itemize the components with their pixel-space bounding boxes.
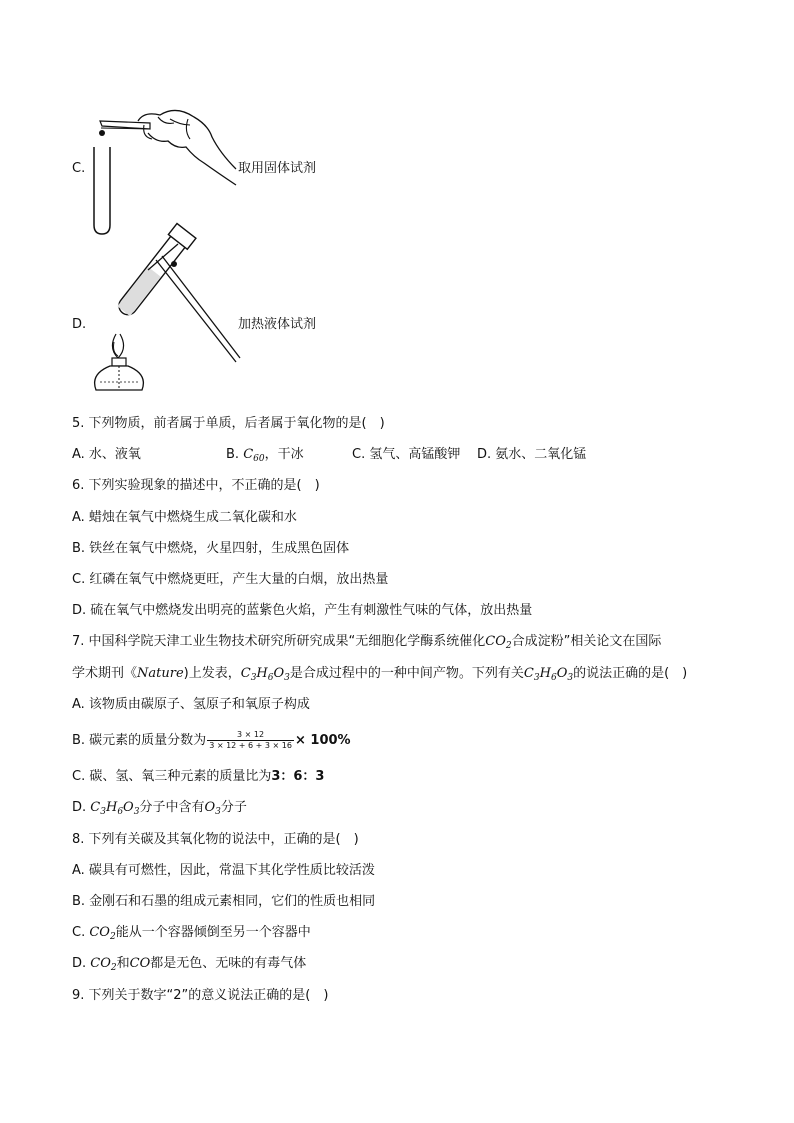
mass-fraction-formula: $\frac{3 \times 12}{3 \times 12 + 6 + 3 \times 16}$ bbox=[209, 730, 292, 750]
q7-stem-line1: 7. 中国科学院天津工业生物技术研究所研究成果“无细胞化学酶系统催化$CO_2$合成淀粉”相关论文在国际 bbox=[72, 634, 662, 651]
q5-stem: 5. 下列物质，前者属于单质，后者属于氧化物的是( ) bbox=[72, 416, 385, 431]
q8-option-a: A. 碳具有可燃性，因此，常温下其化学性质比较活泼 bbox=[72, 863, 375, 878]
q6-option-b: B. 铁丝在氧气中燃烧，火星四射，生成黑色固体 bbox=[72, 541, 350, 556]
q6-option-d: D. 硫在氧气中燃烧发出明亮的蓝紫色火焰，产生有刺激性气味的气体，放出热量 bbox=[72, 603, 533, 618]
q7-option-b: B. 碳元素的质量分数为 $\frac{3 \times 12}{3 \times 12 + 6 + 3 \times 16}$ × 100% bbox=[72, 730, 351, 750]
q6-option-a: A. 蜡烛在氧气中燃烧生成二氧化碳和水 bbox=[72, 510, 297, 525]
q7-option-d: D. $C_3H_6O_3$分子中含有$O_3$分子 bbox=[72, 800, 247, 817]
option-c-caption: 取用固体试剂 bbox=[238, 161, 317, 176]
q6-option-c: C. 红磷在氧气中燃烧更旺，产生大量的白烟，放出热量 bbox=[72, 572, 389, 587]
q7-option-c: C. 碳、氢、氧三种元素的质量比为3：6：3 bbox=[72, 769, 325, 784]
q5-option-a: A. 水、液氧 bbox=[72, 447, 141, 462]
q6-stem: 6. 下列实验现象的描述中，不正确的是( ) bbox=[72, 478, 320, 493]
q8-option-b: B. 金刚石和石墨的组成元素相同，它们的性质也相同 bbox=[72, 894, 376, 909]
heating-test-tube-illustration bbox=[86, 222, 242, 400]
q5-option-d: D. 氨水、二氧化锰 bbox=[477, 447, 587, 462]
q7-stem-line2: 学术期刊《Nature)上发表，$C_3H_6O_3$是合成过程中的一种中间产物。下列有关$C_3H_6O_3$的说法正确的是( ) bbox=[72, 666, 688, 683]
option-c-letter: C. bbox=[72, 161, 86, 176]
q8-stem: 8. 下列有关碳及其氧化物的说法中，正确的是( ) bbox=[72, 832, 359, 847]
option-d-caption: 加热液体试剂 bbox=[238, 317, 317, 332]
q5-option-b: B. $C_{60}$，干冰 bbox=[226, 447, 304, 464]
q9-stem: 9. 下列关于数字“2”的意义说法正确的是( ) bbox=[72, 988, 329, 1003]
q7-option-a: A. 该物质由碳原子、氢原子和氧原子构成 bbox=[72, 697, 310, 712]
q5-option-c: C. 氢气、高锰酸钾 bbox=[352, 447, 461, 462]
q8-option-c: C. $CO_2$能从一个容器倾倒至另一个容器中 bbox=[72, 925, 311, 942]
q8-option-d: D. $CO_2$和CO都是无色、无味的有毒气体 bbox=[72, 956, 307, 973]
option-d-letter: D. bbox=[72, 317, 87, 332]
tweezers-test-tube-illustration bbox=[90, 95, 240, 240]
